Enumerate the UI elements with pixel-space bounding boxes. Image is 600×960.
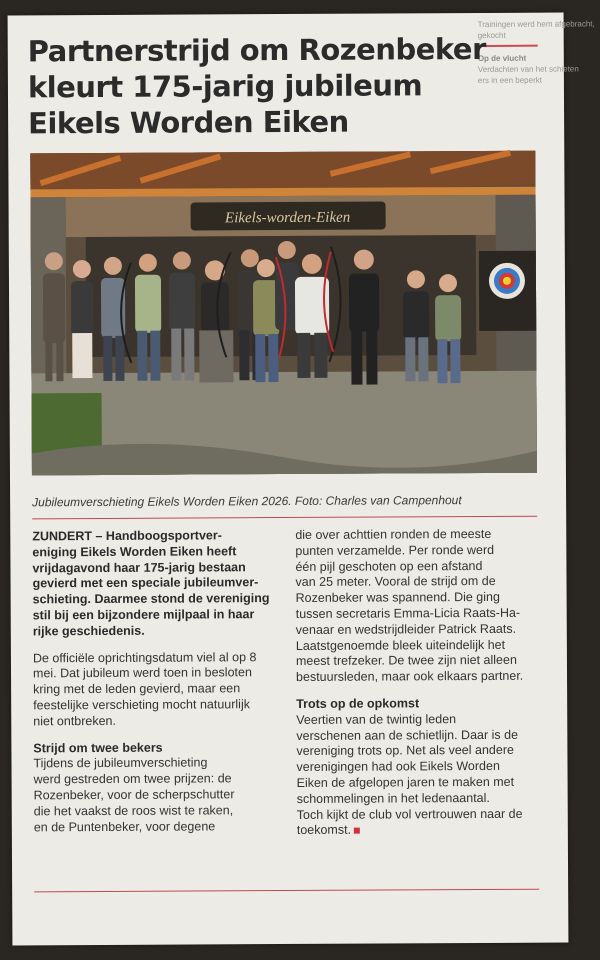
text-line: venaar en wedstrijdleider Patrick Raats. xyxy=(295,621,517,637)
paragraph xyxy=(295,527,546,686)
headline-line: Eikels Worden Eiken xyxy=(28,104,349,141)
lead-line: stil bij een bijzondere mijlpaal in haar xyxy=(32,607,255,623)
club-sign-text: Eikels-worden-Eiken xyxy=(224,209,351,227)
archers-group-photo xyxy=(30,151,537,476)
text-line: Eiken de afgelopen jaren te maken met xyxy=(296,774,515,790)
text-line: punten verzamelde. Per ronde werd xyxy=(295,542,495,558)
text-line: Veertien van de twintig leden xyxy=(296,711,457,727)
final-text: toekomst. xyxy=(296,823,352,838)
article-column-left xyxy=(32,528,279,836)
text-line: feestelijke verschieting mocht natuurlijk xyxy=(33,697,250,713)
text-line: meest trefzeker. De twee zijn niet alleen xyxy=(295,653,517,669)
headline-line: kleurt 175-jarig jubileum xyxy=(27,68,423,105)
end-of-article-mark xyxy=(354,828,360,834)
text-line: Laatstgenoemde bleek uiteindelijk het xyxy=(295,637,506,653)
text-line: Toch kijkt de club vol vertrouwen naar de xyxy=(296,806,523,822)
article-headline xyxy=(28,31,549,142)
text-line: Tijdens de jubileumverschieting xyxy=(33,755,208,771)
text-line: werd gestreden om twee prijzen: de xyxy=(33,771,232,787)
text-line: tussen secretaris Emma-Licia Raats-Ha- xyxy=(295,605,521,621)
lead-line: schieting. Daarmee stond de vereniging xyxy=(32,591,270,607)
text-line xyxy=(297,822,547,839)
lead-paragraph xyxy=(32,528,278,640)
lead-line: vrijdagavond haar 175-jarig bestaan xyxy=(32,559,246,575)
text-line: vereniging trots op. Net als veel andere xyxy=(296,743,514,759)
article-photo xyxy=(30,151,537,476)
photo-caption: Jubileumverschieting Eikels Worden Eiken 2026. Foto: Charles van Campenhout xyxy=(32,493,462,510)
neighbor-line: gekocht xyxy=(477,30,506,41)
text-line: bestuursleden, maar ook elkaars partner. xyxy=(296,668,524,685)
text-line: van 25 meter. Vooral de strijd om de xyxy=(295,574,496,590)
neighbor-heading: Op de vlucht xyxy=(477,53,527,64)
text-line: die het vaakst de roos wist te raken, xyxy=(33,803,234,819)
lead-line: ZUNDERT – Handboogsportver- xyxy=(32,528,222,544)
subheading: Strijd om twee bekers xyxy=(33,740,163,755)
paragraph xyxy=(33,755,278,835)
text-line: één pijl geschoten op een afstand xyxy=(295,558,483,574)
text-line: Rozenbeker, voor de scherpschutter xyxy=(33,787,235,803)
text-line: en de Puntenbeker, voor degene xyxy=(33,818,216,834)
text-line: niet ontbreken. xyxy=(33,713,117,729)
article-column-right xyxy=(295,527,547,839)
newspaper-clipping xyxy=(8,13,595,946)
text-line: schommelingen in het ledenaantal. xyxy=(296,790,490,806)
lead-line: rijke geschiedenis. xyxy=(32,623,145,639)
paragraph xyxy=(296,711,547,839)
text-line: verenigingen had ook Eikels Worden xyxy=(296,759,500,775)
neighbor-line: Verdachten van het schieten xyxy=(477,64,579,75)
text-line: mei. Dat jubileum werd toen in besloten xyxy=(32,665,252,681)
text-line: kring met de leden gevierd, maar een xyxy=(33,681,241,697)
lead-line: gevierd met een speciale jubileumver- xyxy=(32,575,259,591)
neighbor-line: ers in een beperkt xyxy=(477,75,542,86)
text-line: Rozenbeker was spannend. Die ging xyxy=(295,590,500,606)
text-line: verschenen aan de schietlijn. Daar is de xyxy=(296,727,519,743)
text-line: die over achttien ronden de meeste xyxy=(295,526,492,542)
headline-line: Partnerstrijd om Rozenbeker xyxy=(27,31,486,69)
neighbor-line: Trainingen werd hem afgebracht, xyxy=(477,19,595,30)
text-line: De officiële oprichtingsdatum viel al op 8 xyxy=(32,649,257,665)
lead-line: eniging Eikels Worden Eiken heeft xyxy=(32,544,237,560)
caption-divider xyxy=(32,516,537,520)
bottom-divider xyxy=(34,889,539,893)
subheading: Trots op de opkomst xyxy=(296,696,420,711)
paragraph xyxy=(33,650,278,730)
